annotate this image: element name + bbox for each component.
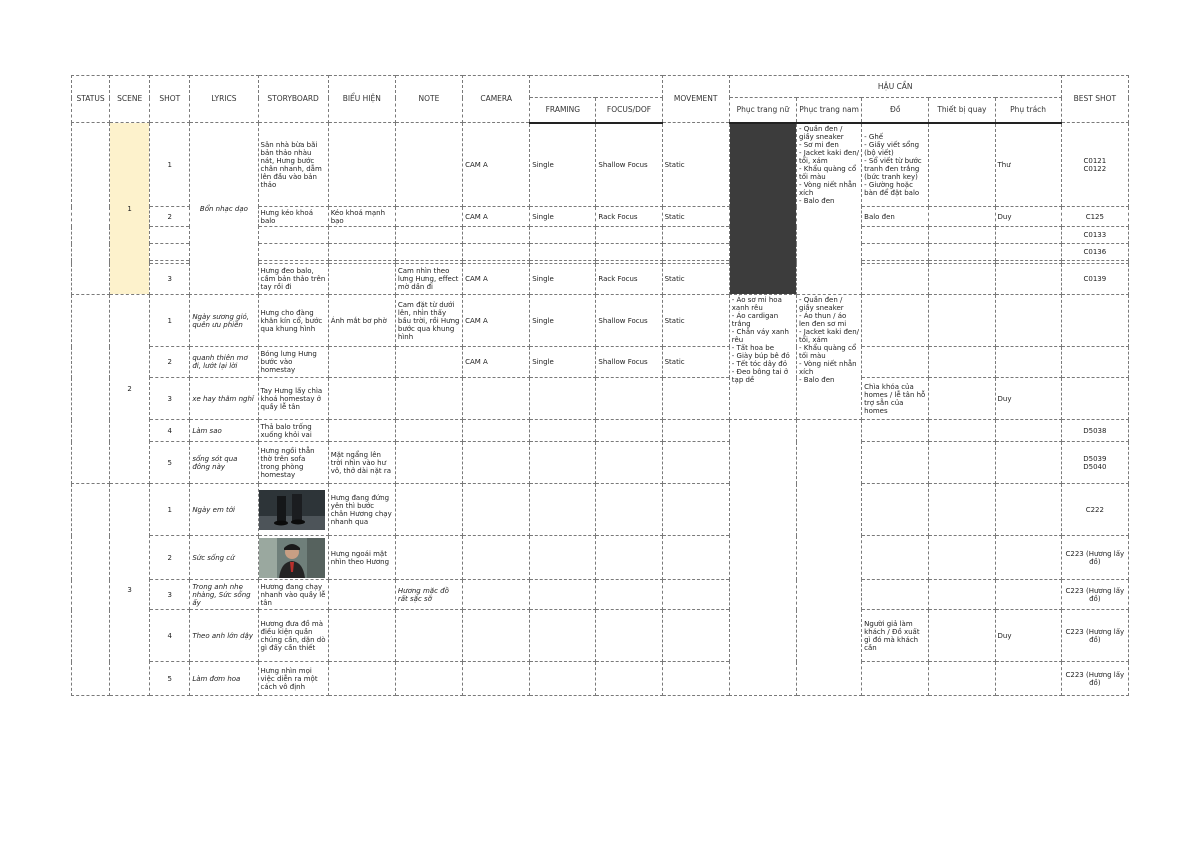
header-camera-group bbox=[530, 76, 662, 98]
header-phuc-trang-nam: Phục trang nam bbox=[796, 98, 861, 123]
best-shot-cell bbox=[1061, 295, 1128, 347]
table-row bbox=[72, 295, 1129, 347]
costume-male-cell bbox=[796, 420, 861, 696]
header-camera: CAMERA bbox=[463, 76, 530, 123]
equipment-cell bbox=[929, 207, 995, 227]
storyboard-image-walking bbox=[259, 490, 325, 530]
storyboard-cell: Hương đang chạy nhanh vào quầy lễ tân bbox=[258, 580, 328, 610]
best-shot-cell: C223 (Hương lấy đồ) bbox=[1061, 580, 1128, 610]
costume-female-cell bbox=[729, 420, 796, 696]
lyrics-cell: Trong anh nhẹ nhàng, Sức sống ấy bbox=[190, 580, 258, 610]
best-shot-cell: C223 (Hương lấy đồ) bbox=[1061, 536, 1128, 580]
header-framing: FRAMING bbox=[530, 98, 596, 123]
header-lyrics: LYRICS bbox=[190, 76, 258, 123]
lyrics-cell: quanh thiên mơ đi, lướt lại lời bbox=[190, 347, 258, 378]
props-cell: Người giả làm khách / Đồ xuất gì đó mà khách cần bbox=[862, 610, 929, 662]
camera-cell: CAM A bbox=[463, 264, 530, 295]
props-cell: - Ghế - Giấy viết sổng (bộ viết) - Sổ viết từ bước tranh đen trắng (bức tranh key) - Giường hoặc bàn để đặt balo bbox=[862, 123, 929, 207]
scene-number: 1 bbox=[110, 123, 150, 295]
shot-number: 4 bbox=[150, 610, 190, 662]
bieu-hien-cell bbox=[328, 264, 395, 295]
movement-cell: Static bbox=[662, 264, 729, 295]
note-cell bbox=[395, 347, 462, 378]
camera-cell: CAM A bbox=[463, 347, 530, 378]
best-shot-cell bbox=[1061, 347, 1128, 378]
framing-cell: Single bbox=[530, 207, 596, 227]
framing-cell: Single bbox=[530, 295, 596, 347]
bieu-hien-cell: Hưng ngoái mặt nhìn theo Hương bbox=[328, 536, 395, 580]
storyboard-sheet bbox=[71, 75, 1129, 696]
header-status: STATUS bbox=[72, 76, 110, 123]
best-shot-cell bbox=[1061, 378, 1128, 420]
framing-cell: Single bbox=[530, 123, 596, 207]
best-shot-cell: C223 (Hương lấy đồ) bbox=[1061, 662, 1128, 696]
props-cell: Balo đen bbox=[862, 207, 929, 227]
header-best-shot: BEST SHOT bbox=[1061, 76, 1128, 123]
bieu-hien-cell: Hưng đang đứng yên thì bước chân Hương chạy nhanh qua bbox=[328, 484, 395, 536]
table-row bbox=[72, 536, 1129, 580]
bieu-hien-cell: Kéo khoá mạnh bạo bbox=[328, 207, 395, 227]
scene-number: 2 bbox=[110, 295, 150, 484]
equipment-cell bbox=[929, 123, 995, 207]
shot-number: 2 bbox=[150, 347, 190, 378]
shot-number: 4 bbox=[150, 420, 190, 442]
focus-cell: Rack Focus bbox=[596, 207, 662, 227]
header-do: Đồ bbox=[862, 98, 929, 123]
table-row bbox=[72, 123, 1129, 207]
shot-number: 5 bbox=[150, 442, 190, 484]
shot-number: 1 bbox=[150, 295, 190, 347]
status-cell bbox=[72, 484, 110, 696]
shot-number: 1 bbox=[150, 484, 190, 536]
equipment-cell bbox=[929, 295, 995, 347]
lyrics-cell: xe hay thăm nghỉ bbox=[190, 378, 258, 420]
costume-male-cell: - Quần đen / giầy sneaker - Áo thun / áo len đen sơ mi - Jacket kaki đen/ tối, xám - Khẩu quàng cổ tối màu - Vòng niết nhẫn xích - Balo đen bbox=[796, 295, 861, 420]
table-row bbox=[72, 580, 1129, 610]
table-row bbox=[72, 484, 1129, 536]
header-note: NOTE bbox=[395, 76, 462, 123]
header-phuc-trang-nu: Phục trang nữ bbox=[729, 98, 796, 123]
header-bieu-hien: BIỂU HIỆN bbox=[328, 76, 395, 123]
focus-cell: Rack Focus bbox=[596, 264, 662, 295]
props-cell bbox=[862, 295, 929, 347]
header-scene: SCENE bbox=[110, 76, 150, 123]
costume-male-cell: - Quần đen / giầy sneaker - Sơ mi đen - Jacket kaki đen/ tối, xám - Khẩu quàng cổ tối màu - Vòng niết nhẫn xích - Balo đen bbox=[796, 123, 861, 295]
equipment-cell bbox=[929, 610, 995, 662]
storyboard-cell: Thả balo trống xuống khỏi vai bbox=[258, 420, 328, 442]
table-row bbox=[72, 347, 1129, 378]
storyboard-cell: Hưng kéo khoá balo bbox=[258, 207, 328, 227]
lyrics-cell: Theo anh lớn dậy bbox=[190, 610, 258, 662]
note-cell: Cam nhìn theo lưng Hưng, effect mờ dần đi bbox=[395, 264, 462, 295]
person-in-charge-cell bbox=[995, 295, 1061, 347]
header-storyboard: STORYBOARD bbox=[258, 76, 328, 123]
storyboard-cell: Hưng nhìn mọi việc diễn ra một cách vô định bbox=[258, 662, 328, 696]
equipment-cell bbox=[929, 378, 995, 420]
shot-number: 3 bbox=[150, 580, 190, 610]
props-cell: Chìa khóa của homes / lễ tân hỗ trợ sẵn của homes bbox=[862, 378, 929, 420]
camera-cell: CAM A bbox=[463, 123, 530, 207]
note-cell: Hương mặc đồ rất sặc sỡ bbox=[395, 580, 462, 610]
props-cell bbox=[862, 347, 929, 378]
scene-number: 3 bbox=[110, 484, 150, 696]
movement-cell: Static bbox=[662, 347, 729, 378]
storyboard-cell: Hưng đeo balo, cầm bản thảo trên tay rồi đi bbox=[258, 264, 328, 295]
person-in-charge-cell bbox=[995, 347, 1061, 378]
framing-cell: Single bbox=[530, 347, 596, 378]
table-row bbox=[72, 378, 1129, 420]
bieu-hien-cell: Mặt ngẩng lên trời nhìn vào hư vô, thở dài nặt ra bbox=[328, 442, 395, 484]
best-shot-cell: C0139 bbox=[1061, 264, 1128, 295]
lyrics-cell: Ngày em tới bbox=[190, 484, 258, 536]
storyboard-image-portrait bbox=[259, 538, 325, 578]
shot-number: 3 bbox=[150, 378, 190, 420]
person-in-charge-cell: Thư bbox=[995, 123, 1061, 207]
best-shot-cell: C0136 bbox=[1061, 244, 1128, 261]
note-cell bbox=[395, 207, 462, 227]
table-row bbox=[72, 610, 1129, 662]
camera-cell: CAM A bbox=[463, 295, 530, 347]
storyboard-cell: Hưng cho đàng khăn kín cổ, bước qua khung hình bbox=[258, 295, 328, 347]
person-in-charge-cell: Duy bbox=[995, 378, 1061, 420]
framing-cell: Single bbox=[530, 264, 596, 295]
costume-female-cell: - Áo sơ mi hoa xanh rêu - Áo cardigan trắng - Chân váy xanh rêu - Tất hoa be - Giày búp bê đỏ - Tết tóc dây đỏ - Đeo bông tai ở tạp dề bbox=[729, 295, 796, 420]
storyboard-cell: Bóng lưng Hưng bước vào homestay bbox=[258, 347, 328, 378]
storyboard-cell: Sân nhà bừa bãi bản thảo nhàu nát, Hưng bước chân nhanh, dẫm lên đầu vào bản thảo bbox=[258, 123, 328, 207]
bieu-hien-cell bbox=[328, 347, 395, 378]
movement-cell: Static bbox=[662, 295, 729, 347]
storyboard-cell: Tay Hưng lấy chìa khoá homestay ở quầy lễ tân bbox=[258, 378, 328, 420]
lyrics-cell: Làm sao bbox=[190, 420, 258, 442]
best-shot-cell: D5038 bbox=[1061, 420, 1128, 442]
movement-cell: Static bbox=[662, 207, 729, 227]
bieu-hien-cell bbox=[328, 123, 395, 207]
best-shot-cell: C0133 bbox=[1061, 227, 1128, 244]
best-shot-cell: C222 bbox=[1061, 484, 1128, 536]
header-thiet-bi: Thiết bị quay bbox=[929, 98, 995, 123]
lyrics-cell: sống sót qua đông này bbox=[190, 442, 258, 484]
table-row bbox=[72, 442, 1129, 484]
shot-number: 5 bbox=[150, 662, 190, 696]
person-in-charge-cell: Duy bbox=[995, 610, 1061, 662]
lyrics-cell: Làm đơm hoa bbox=[190, 662, 258, 696]
note-cell: Cam đặt từ dưới lên, nhìn thấy bầu trời, rồi Hưng bước qua khung hình bbox=[395, 295, 462, 347]
lyrics-cell: Bổn nhạc dạo bbox=[190, 123, 258, 295]
focus-cell: Shallow Focus bbox=[596, 295, 662, 347]
header-hau-can: HẬU CẦN bbox=[729, 76, 1061, 98]
props-cell bbox=[862, 264, 929, 295]
equipment-cell bbox=[929, 347, 995, 378]
header-movement: MOVEMENT bbox=[662, 76, 729, 123]
shot-number: 1 bbox=[150, 123, 190, 207]
camera-cell: CAM A bbox=[463, 207, 530, 227]
costume-female-cell bbox=[729, 123, 796, 295]
status-cell bbox=[72, 295, 110, 484]
focus-cell: Shallow Focus bbox=[596, 123, 662, 207]
best-shot-cell: D5039 D5040 bbox=[1061, 442, 1128, 484]
table-row bbox=[72, 420, 1129, 442]
bieu-hien-cell: Ánh mắt bơ phờ bbox=[328, 295, 395, 347]
person-in-charge-cell bbox=[995, 264, 1061, 295]
table-row bbox=[72, 662, 1129, 696]
header-focus: FOCUS/DOF bbox=[596, 98, 662, 123]
best-shot-cell: C223 (Hương lấy đồ) bbox=[1061, 610, 1128, 662]
best-shot-cell: C125 bbox=[1061, 207, 1128, 227]
note-cell bbox=[395, 123, 462, 207]
lyrics-cell: Ngày sương gió, quên ưu phiền bbox=[190, 295, 258, 347]
header-phu-trach: Phụ trách bbox=[995, 98, 1061, 123]
storyboard-cell: Hưng ngồi thẫn thờ trên sofa trong phòng homestay bbox=[258, 442, 328, 484]
best-shot-cell: C0121 C0122 bbox=[1061, 123, 1128, 207]
header-shot: SHOT bbox=[150, 76, 190, 123]
focus-cell: Shallow Focus bbox=[596, 347, 662, 378]
storyboard-cell: Hương đưa đồ mà điều kiện quần chúng cần, dặn dò gì đấy cần thiết bbox=[258, 610, 328, 662]
movement-cell: Static bbox=[662, 123, 729, 207]
storyboard-cell bbox=[258, 536, 328, 580]
shot-number: 2 bbox=[150, 207, 190, 227]
status-cell bbox=[72, 123, 110, 295]
lyrics-cell: Sức sống cứ bbox=[190, 536, 258, 580]
equipment-cell bbox=[929, 264, 995, 295]
shot-number: 2 bbox=[150, 536, 190, 580]
person-in-charge-cell: Duy bbox=[995, 207, 1061, 227]
shot-number: 3 bbox=[150, 264, 190, 295]
storyboard-cell bbox=[258, 484, 328, 536]
